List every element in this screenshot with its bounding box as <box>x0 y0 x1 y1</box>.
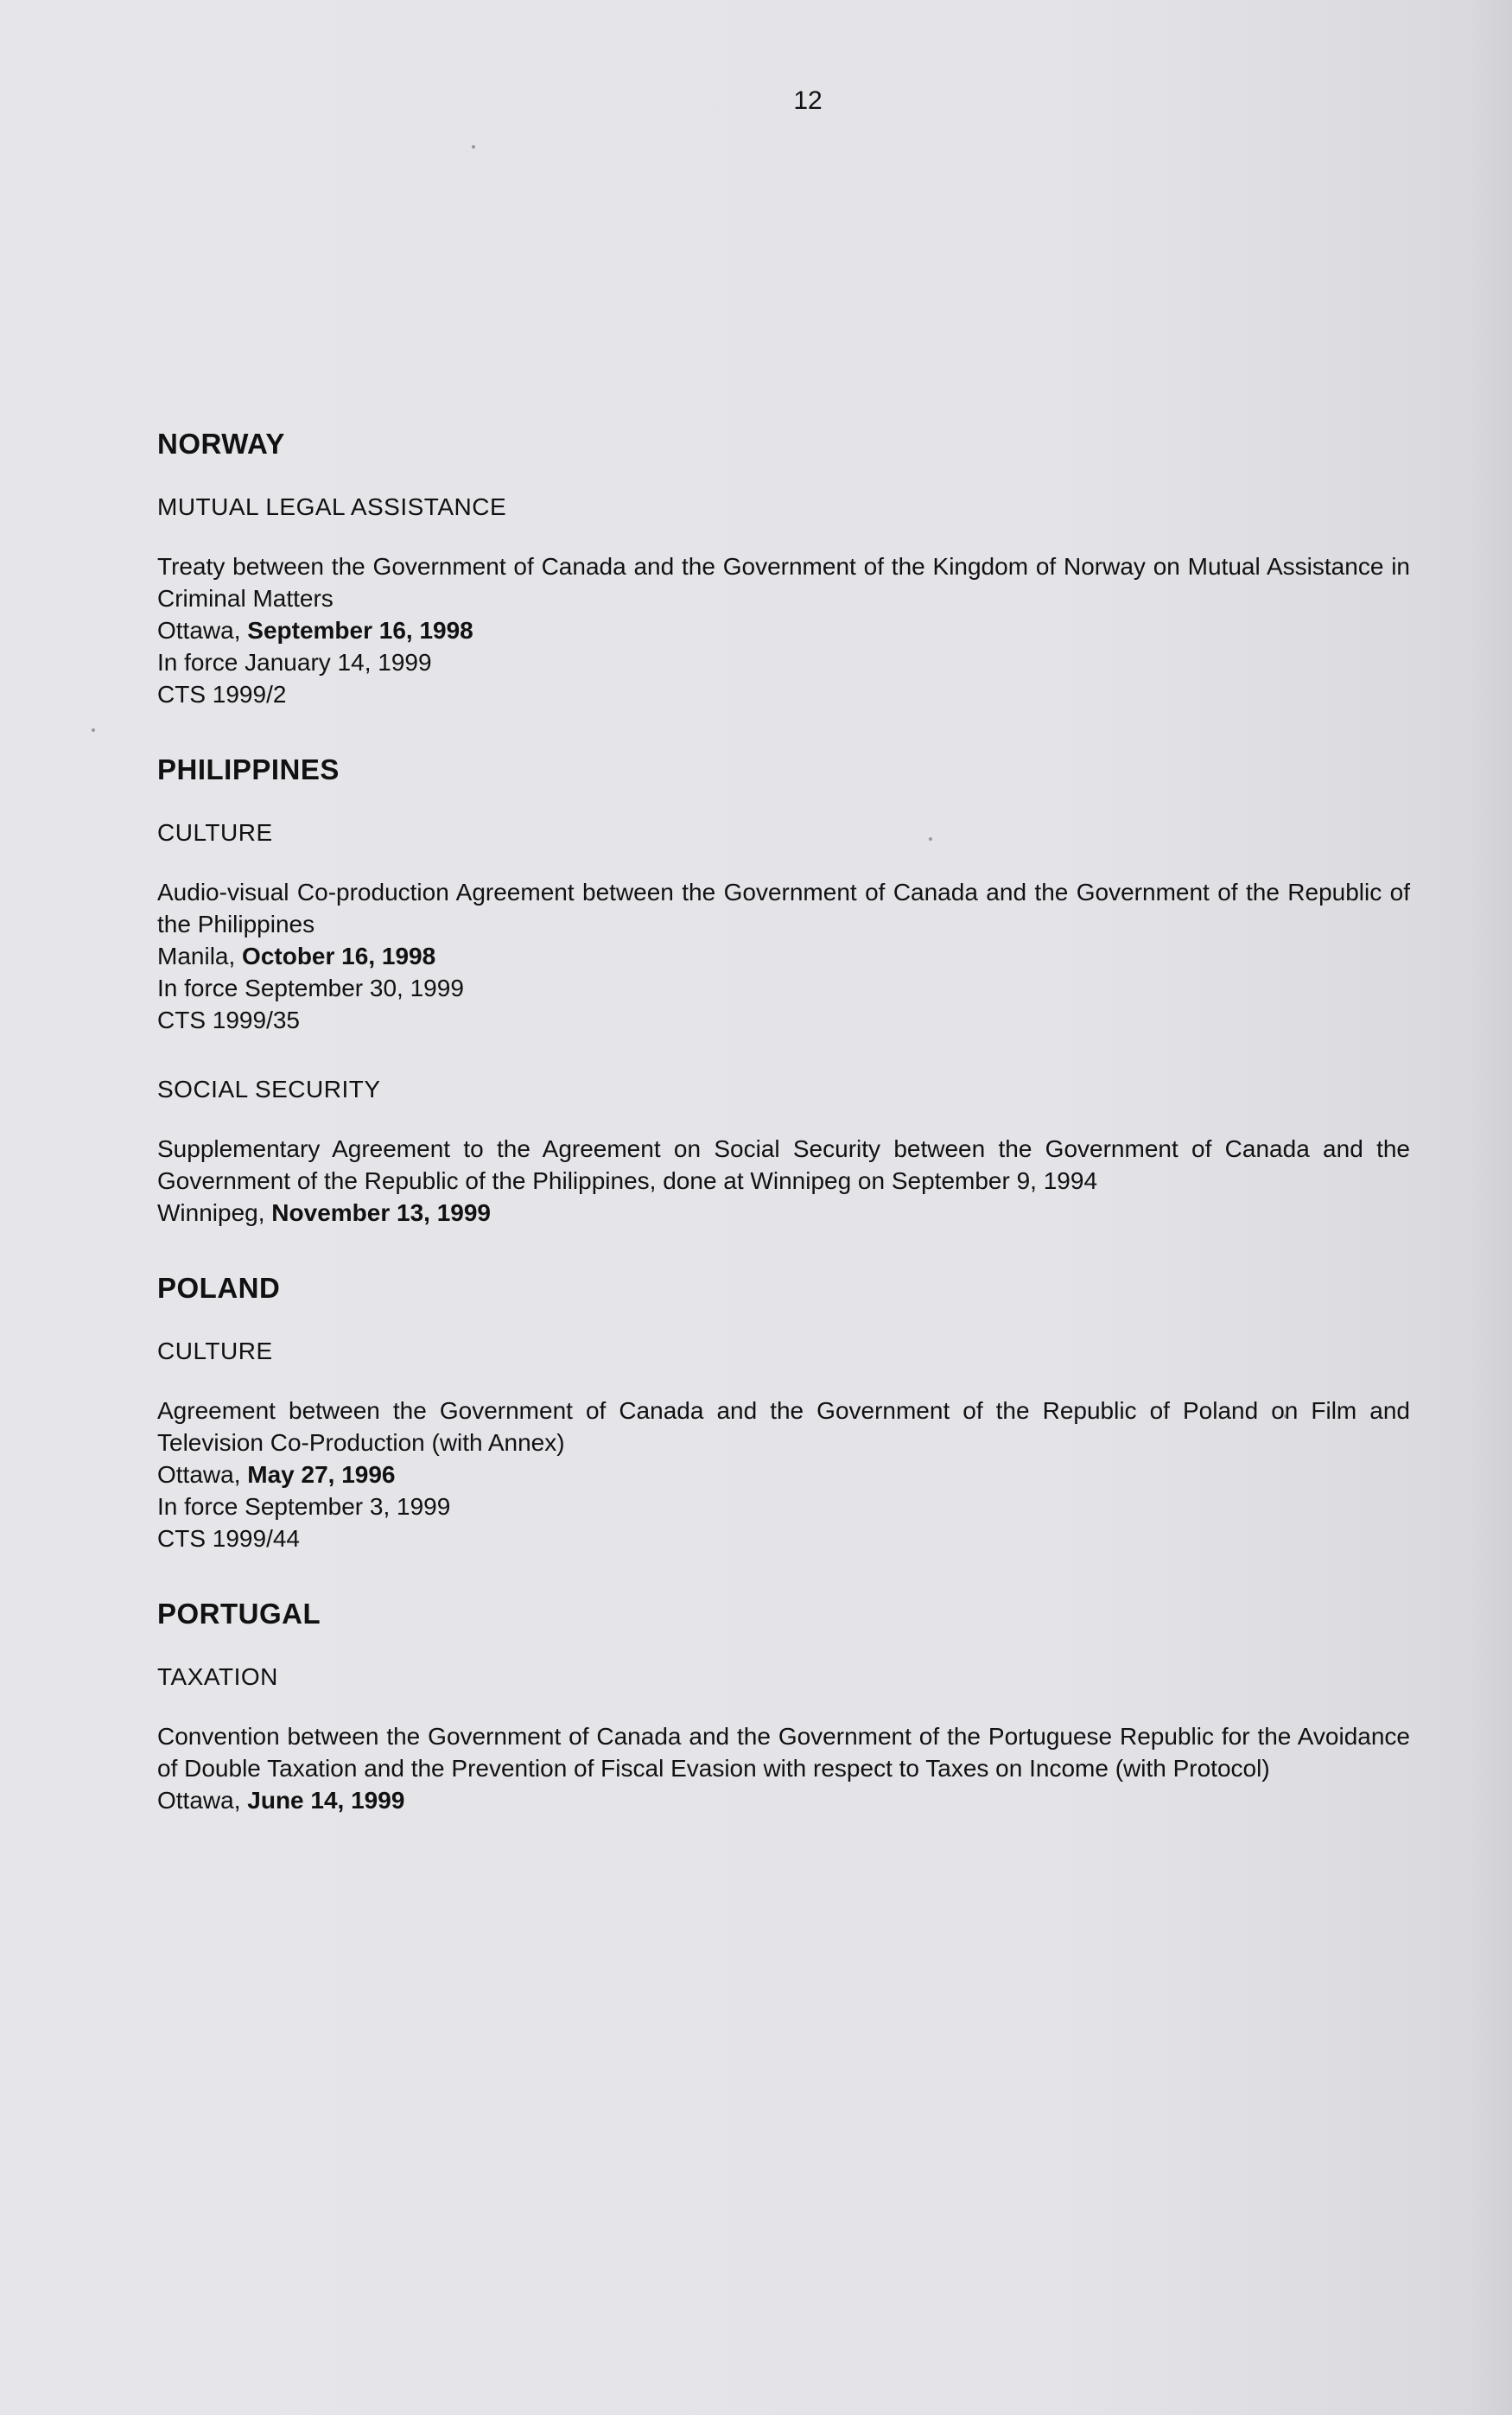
country-heading: PORTUGAL <box>157 1598 321 1630</box>
treaty-list <box>157 428 1410 1816</box>
treaty-signing <box>157 940 1410 972</box>
signing-date: October 16, 1998 <box>242 943 436 969</box>
country-heading: NORWAY <box>157 428 285 460</box>
treaty-entry <box>157 1720 1410 1816</box>
topic-heading: MUTUAL LEGAL ASSISTANCE <box>157 493 507 520</box>
treaty-title: Audio-visual Co-production Agreement between the Government of Canada and the Government of the Republic of the Philippines <box>157 879 1410 937</box>
signing-place: Ottawa, <box>157 1461 248 1488</box>
treaty-title: Treaty between the Government of Canada and the Government of the Kingdom of Norway on Mutual Assistance in Criminal Matters <box>157 553 1410 612</box>
topic-heading: CULTURE <box>157 819 273 846</box>
signing-date: June 14, 1999 <box>247 1787 405 1814</box>
treaty-in-force: In force September 3, 1999 <box>157 1493 451 1520</box>
country-section <box>157 428 1410 753</box>
treaty-cts: CTS 1999/44 <box>157 1525 300 1552</box>
topic-heading: CULTURE <box>157 1338 273 1364</box>
treaty-signing <box>157 1784 1410 1816</box>
treaty-entry <box>157 550 1410 710</box>
page-number: 12 <box>793 86 823 115</box>
scan-speck <box>472 145 475 149</box>
treaty-in-force: In force September 30, 1999 <box>157 975 464 1001</box>
signing-place: Ottawa, <box>157 617 248 644</box>
treaty-cts: CTS 1999/2 <box>157 681 287 708</box>
signing-date: September 16, 1998 <box>247 617 473 644</box>
treaty-entry <box>157 876 1410 1036</box>
treaty-title: Convention between the Government of Canada and the Government of the Portuguese Republic for the Avoidance of Double Taxation and the Prevention of Fiscal Evasion with respect to Taxes on Income (with Protocol) <box>157 1723 1410 1782</box>
treaty-title: Agreement between the Government of Canada and the Government of the Republic of Poland on Film and Television Co-Production (with Annex) <box>157 1397 1410 1456</box>
country-section <box>157 753 1410 1272</box>
signing-place: Winnipeg, <box>157 1199 272 1226</box>
scan-speck <box>1284 1414 1287 1418</box>
treaty-title: Supplementary Agreement to the Agreement on Social Security between the Government of Canada and the Government of the Republic of the Philippines, done at Winnipeg on September 9, 1994 <box>157 1135 1410 1194</box>
country-heading: POLAND <box>157 1272 281 1304</box>
country-section <box>157 1598 1410 1816</box>
country-section <box>157 1272 1410 1598</box>
treaty-signing <box>157 1197 1410 1229</box>
signing-date: November 13, 1999 <box>271 1199 492 1226</box>
topic-heading: SOCIAL SECURITY <box>157 1076 381 1103</box>
treaty-entry <box>157 1395 1410 1554</box>
treaty-signing <box>157 1459 1410 1490</box>
signing-place: Ottawa, <box>157 1787 248 1814</box>
treaty-signing <box>157 614 1410 646</box>
signing-date: May 27, 1996 <box>247 1461 396 1488</box>
treaty-entry <box>157 1133 1410 1229</box>
scan-speck <box>92 728 95 732</box>
country-heading: PHILIPPINES <box>157 753 340 785</box>
treaty-in-force: In force January 14, 1999 <box>157 649 432 676</box>
topic-heading: TAXATION <box>157 1663 278 1690</box>
scan-speck <box>929 837 932 841</box>
signing-place: Manila, <box>157 943 243 969</box>
treaty-cts: CTS 1999/35 <box>157 1007 300 1033</box>
